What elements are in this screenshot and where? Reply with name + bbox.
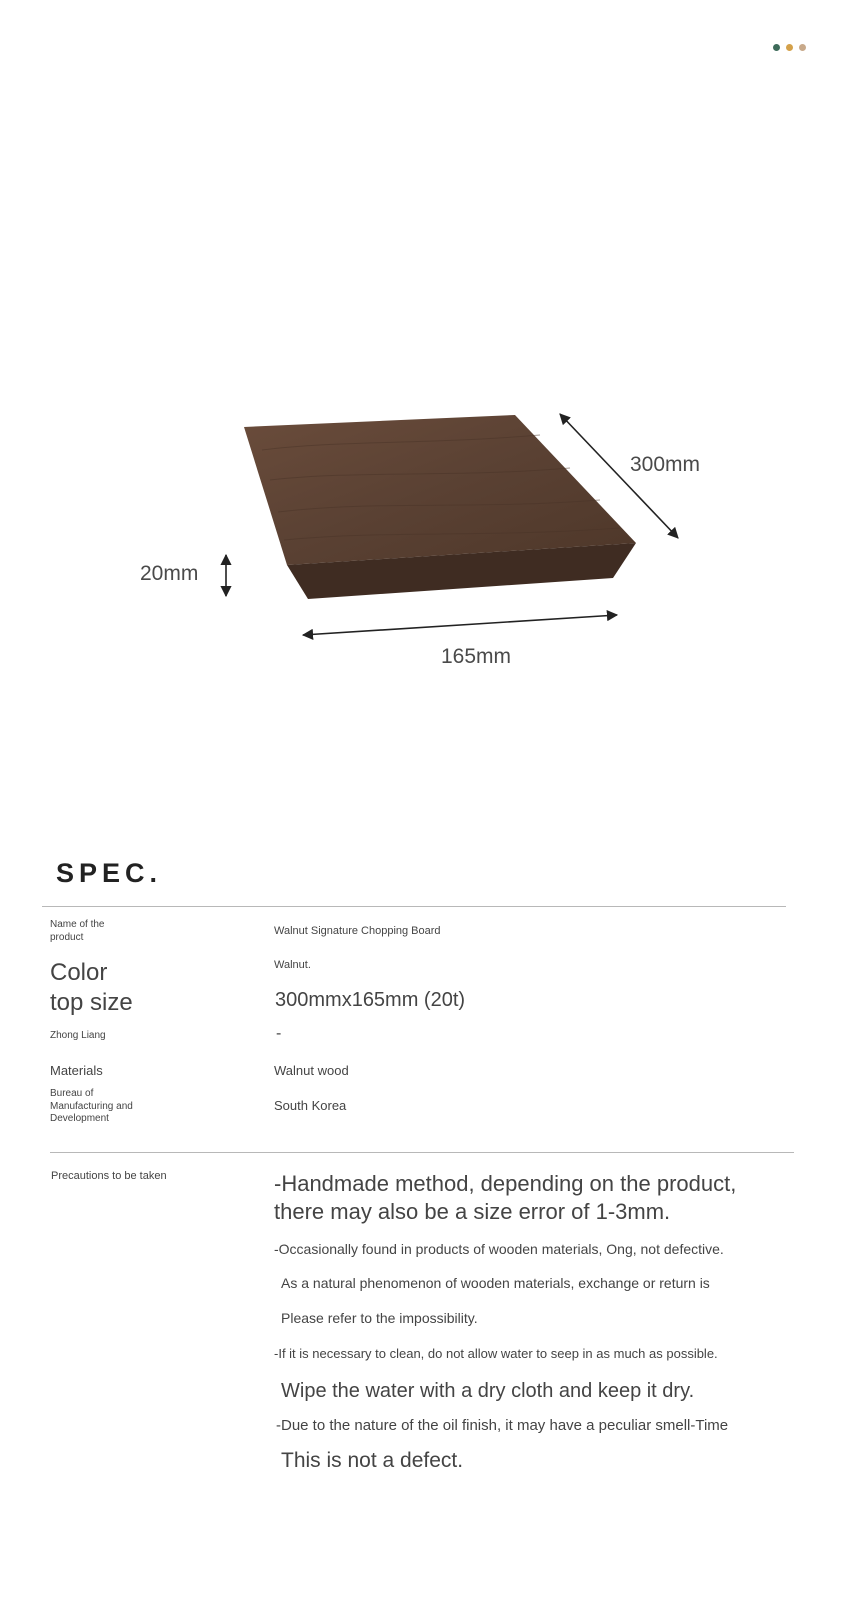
precaution-line-1: -Handmade method, depending on the product,	[274, 1171, 737, 1196]
spec-value-materials: Walnut wood	[274, 1063, 349, 1078]
spec-value-product-name: Walnut Signature Chopping Board	[274, 925, 441, 937]
precaution-line-9: This is not a defect.	[281, 1449, 464, 1472]
precaution-line-8: -Due to the nature of the oil finish, it may have a peculiar smell-Time	[276, 1417, 729, 1434]
spec-title: SPEC.	[56, 858, 163, 888]
spec-value-origin: South Korea	[274, 1098, 347, 1113]
spec-label-materials: Materials	[50, 1063, 103, 1078]
spec-top-divider	[42, 906, 786, 907]
spec-label-product-name: Name of the product	[50, 919, 105, 943]
spec-label-weight: Zhong Liang	[50, 1030, 106, 1041]
board-top-face	[244, 415, 636, 565]
spec-value-color: Walnut.	[274, 959, 311, 971]
board-diagram	[0, 0, 860, 720]
width-arrow	[303, 615, 617, 635]
spec-value-size: 300mmx165mm (20t)	[275, 989, 466, 1011]
precaution-line-5: Please refer to the impossibility.	[281, 1310, 478, 1326]
spec-value-weight: -	[276, 1025, 282, 1042]
dimension-length-label: 300mm	[630, 453, 701, 476]
precaution-line-4: As a natural phenomenon of wooden materials, exchange or return is	[281, 1275, 710, 1291]
spec-label-color: Color	[50, 959, 108, 986]
dimension-height-label: 20mm	[140, 562, 199, 585]
spec-bottom-divider	[50, 1152, 794, 1153]
precaution-line-3: -Occasionally found in products of wooden materials, Ong, not defective.	[274, 1241, 724, 1257]
spec-label-origin: Bureau of Manufacturing and Development	[50, 1088, 133, 1124]
precaution-line-2: there may also be a size error of 1-3mm.	[274, 1199, 671, 1224]
spec-label-size: top size	[50, 989, 133, 1016]
dimension-width-label: 165mm	[441, 645, 512, 668]
precautions-label: Precautions to be taken	[51, 1170, 167, 1182]
precaution-line-7: Wipe the water with a dry cloth and keep it dry.	[281, 1380, 695, 1402]
precaution-line-6: -If it is necessary to clean, do not allow water to seep in as much as possible.	[274, 1346, 718, 1361]
